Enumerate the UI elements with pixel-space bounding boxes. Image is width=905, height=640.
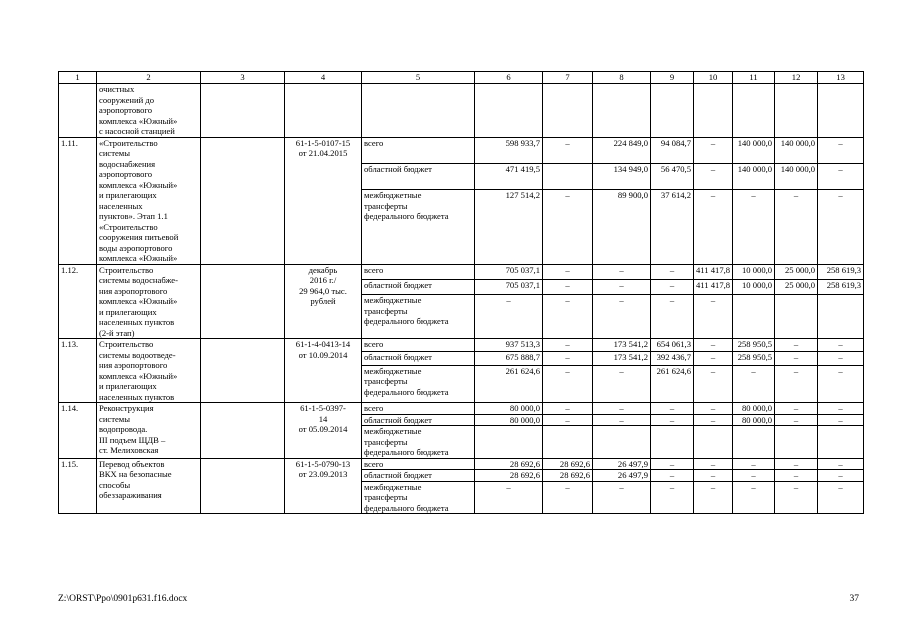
funding-source [362, 295, 475, 339]
document-reference [285, 403, 362, 459]
table-row [59, 458, 864, 470]
amount-cell: 89 900,0 [593, 190, 651, 264]
amount-cell: 258 619,3 [818, 279, 864, 294]
amount-cell: – [593, 365, 651, 403]
amount-cell: 26 497,9 [593, 458, 651, 470]
amount-cell: 28 692,6 [475, 470, 543, 482]
amount-cell: 56 470,5 [651, 163, 694, 189]
cell-line: сооружения питьевой [99, 232, 179, 242]
cell-line: от 05.09.2014 [298, 424, 348, 434]
column-number: 2 [97, 72, 201, 84]
amount-cell: 261 624,6 [475, 365, 543, 403]
cell-line: комплекса «Южный» [99, 179, 178, 190]
amount-cell: – [694, 295, 733, 339]
funding-source [362, 414, 475, 426]
amount-cell [651, 426, 694, 459]
amount-cell: – [475, 295, 543, 339]
amount-cell: – [651, 403, 694, 415]
amount-cell: – [775, 403, 818, 415]
cell-line: федерального бюджета [364, 316, 449, 327]
column-number: 12 [775, 72, 818, 84]
amount-cell: 598 933,7 [475, 137, 543, 163]
cell-line: системы [99, 148, 131, 158]
amount-cell: – [775, 352, 818, 365]
cell-line: «Строительство [99, 221, 158, 232]
cell-line: комплекса «Южный» [99, 370, 178, 381]
cell-line: всего [364, 458, 384, 469]
amount-cell: – [651, 264, 694, 279]
continuation-row [59, 84, 864, 138]
column-number: 10 [694, 72, 733, 84]
table-row [59, 137, 864, 163]
amount-cell: – [694, 403, 733, 415]
amount-cell: 258 950,5 [733, 352, 775, 365]
cell-line: и прилегающих [99, 381, 157, 391]
amount-cell: – [775, 470, 818, 482]
amount-cell: – [543, 403, 593, 415]
table-cell [201, 339, 285, 403]
amount-cell: – [543, 295, 593, 339]
amount-cell: – [775, 458, 818, 470]
amount-cell [818, 295, 864, 339]
amount-cell: 140 000,0 [733, 163, 775, 189]
amount-cell [543, 163, 593, 189]
cell-line: от 10.09.2014 [298, 349, 348, 360]
amount-cell: 80 000,0 [475, 403, 543, 415]
amount-cell: 134 949,0 [593, 163, 651, 189]
cell-line: рублей [310, 296, 336, 306]
amount-cell: 26 497,9 [593, 470, 651, 482]
amount-cell: 224 849,0 [593, 137, 651, 163]
item-number: 1.13. [59, 339, 97, 403]
amount-cell [818, 426, 864, 459]
amount-cell: – [651, 295, 694, 339]
amount-cell: 392 436,7 [651, 352, 694, 365]
funding-source [362, 352, 475, 365]
amount-cell: – [543, 414, 593, 426]
column-number: 13 [818, 72, 864, 84]
amount-cell: 411 417,8 [694, 264, 733, 279]
amount-cell: – [775, 414, 818, 426]
cell-line: всего [364, 264, 384, 275]
amount-cell: 10 000,0 [733, 279, 775, 294]
amount-cell: – [543, 137, 593, 163]
amount-cell: – [694, 365, 733, 403]
column-number: 9 [651, 72, 694, 84]
amount-cell: – [651, 279, 694, 294]
cell-line: федерального бюджета [364, 447, 449, 457]
funding-source [362, 481, 475, 514]
cell-line: Строительство [99, 339, 154, 349]
cell-line: сооружений до [99, 94, 155, 105]
amount-cell: – [733, 481, 775, 514]
amount-cell [543, 426, 593, 459]
amount-cell: 37 614,2 [651, 190, 694, 264]
table-cell [775, 84, 818, 138]
cell-line: трансферты [364, 305, 408, 316]
amount-cell: – [593, 403, 651, 415]
amount-cell: 80 000,0 [733, 403, 775, 415]
amount-cell: – [775, 365, 818, 403]
amount-cell: – [694, 352, 733, 365]
document-reference [285, 458, 362, 514]
amount-cell: 80 000,0 [733, 414, 775, 426]
table-cell [818, 84, 864, 138]
table-cell [201, 403, 285, 459]
cell-line: трансферты [364, 492, 408, 502]
table-cell [201, 264, 285, 339]
amount-cell: 654 061,3 [651, 339, 694, 352]
funding-source [362, 163, 475, 189]
amount-cell: – [694, 414, 733, 426]
amount-cell: – [543, 352, 593, 365]
item-number: 1.11. [59, 137, 97, 264]
cell-line: ст. Мелиховская [99, 445, 159, 455]
amount-cell: – [818, 137, 864, 163]
cell-line: способы [99, 479, 131, 490]
cell-line: областной бюджет [364, 470, 432, 480]
table-cell [59, 84, 97, 138]
cell-line: Строительство [99, 264, 154, 275]
cell-line: от 23.09.2013 [298, 469, 348, 479]
amount-cell: 80 000,0 [475, 414, 543, 426]
amount-cell: – [733, 470, 775, 482]
cell-line: водоснабжения [99, 158, 156, 169]
amount-cell: – [694, 470, 733, 482]
cell-line: областной бюджет [364, 352, 432, 363]
document-reference [285, 339, 362, 403]
column-number: 5 [362, 72, 475, 84]
program-table [58, 71, 864, 514]
cell-line: с насосной станцией [99, 126, 175, 136]
amount-cell: – [694, 458, 733, 470]
funding-source [362, 279, 475, 294]
amount-cell: – [733, 190, 775, 264]
amount-cell: 28 692,6 [543, 470, 593, 482]
cell-line: всего [364, 137, 384, 148]
amount-cell [593, 426, 651, 459]
cell-line: межбюджетные [364, 481, 422, 492]
funding-source [362, 458, 475, 470]
amount-cell: – [694, 137, 733, 163]
amount-cell: – [543, 365, 593, 403]
amount-cell: – [593, 414, 651, 426]
funding-source [362, 339, 475, 352]
cell-line: межбюджетные [364, 365, 422, 376]
cell-line: межбюджетные [364, 426, 422, 436]
amount-cell: – [818, 403, 864, 415]
table-cell [694, 84, 733, 138]
cell-line: системы [99, 413, 131, 424]
cell-line: федерального бюджета [364, 211, 449, 222]
table-row [59, 264, 864, 279]
cell-line: системы водоснабже- [99, 275, 178, 285]
item-number: 1.14. [59, 403, 97, 459]
amount-cell: 675 888,7 [475, 352, 543, 365]
cell-line: обеззараживания [99, 490, 162, 500]
amount-cell: – [694, 339, 733, 352]
column-number: 3 [201, 72, 285, 84]
footer-page-number: 37 [849, 594, 859, 604]
table-cell [475, 84, 543, 138]
item-name [97, 84, 201, 138]
item-number: 1.15. [59, 458, 97, 514]
funding-source [362, 190, 475, 264]
cell-line: ния аэропортового [99, 360, 168, 370]
table-cell [543, 84, 593, 138]
cell-line: межбюджетные [364, 295, 422, 306]
cell-line: областной бюджет [364, 414, 432, 425]
item-name [97, 137, 201, 264]
amount-cell: 127 514,2 [475, 190, 543, 264]
amount-cell: 28 692,6 [543, 458, 593, 470]
amount-cell: – [818, 352, 864, 365]
table-cell [733, 84, 775, 138]
amount-cell: – [593, 264, 651, 279]
amount-cell: – [733, 365, 775, 403]
amount-cell: – [651, 481, 694, 514]
table-cell [201, 84, 285, 138]
cell-line: 14 [318, 413, 328, 424]
amount-cell: 25 000,0 [775, 279, 818, 294]
amount-cell: – [818, 414, 864, 426]
cell-line: ВКХ на безопасные [99, 469, 172, 479]
cell-line: всего [364, 339, 384, 349]
item-name [97, 339, 201, 403]
funding-source [362, 365, 475, 403]
cell-line: комплекса «Южный» [99, 296, 178, 306]
amount-cell [733, 426, 775, 459]
item-number: 1.12. [59, 264, 97, 339]
cell-line: населенных [99, 200, 143, 211]
cell-line: областной бюджет [364, 163, 432, 174]
amount-cell: 10 000,0 [733, 264, 775, 279]
cell-line: и прилегающих [99, 306, 157, 317]
amount-cell: – [543, 339, 593, 352]
cell-line: федерального бюджета [364, 502, 449, 513]
cell-line: и прилегающих [99, 190, 157, 200]
cell-line: Реконструкция [99, 403, 154, 413]
amount-cell: – [775, 481, 818, 514]
amount-cell: – [651, 414, 694, 426]
cell-line: трансферты [364, 436, 408, 447]
cell-line: Перевод объектов [99, 458, 165, 469]
document-reference [285, 264, 362, 339]
cell-line: системы водоотведе- [99, 349, 176, 360]
amount-cell: – [818, 190, 864, 264]
amount-cell [694, 426, 733, 459]
column-number: 6 [475, 72, 543, 84]
item-name [97, 403, 201, 459]
cell-line: областной бюджет [364, 279, 432, 290]
column-number: 7 [543, 72, 593, 84]
amount-cell: 140 000,0 [775, 163, 818, 189]
amount-cell: – [775, 339, 818, 352]
table-row [59, 339, 864, 352]
amount-cell: 258 619,3 [818, 264, 864, 279]
cell-line: 61-1-5-0107-15 [295, 137, 351, 148]
cell-line: от 21.04.2015 [298, 148, 348, 158]
table-cell [593, 84, 651, 138]
cell-line: населенных пунктов [99, 317, 175, 327]
table-cell [201, 458, 285, 514]
amount-cell: 173 541,2 [593, 352, 651, 365]
cell-line: 61-1-5-0790-13 [295, 458, 351, 469]
amount-cell: – [593, 279, 651, 294]
column-number: 11 [733, 72, 775, 84]
cell-line: ния аэропортового [99, 285, 168, 296]
amount-cell: 28 692,6 [475, 458, 543, 470]
table-row [59, 403, 864, 415]
amount-cell: 411 417,8 [694, 279, 733, 294]
cell-line: аэропортового [99, 169, 153, 179]
amount-cell: – [733, 458, 775, 470]
amount-cell: – [818, 365, 864, 403]
column-number-row [59, 72, 864, 84]
footer-file-path: Z:\ORST\Ppo\0901p631.f16.docx [58, 594, 188, 604]
amount-cell [775, 295, 818, 339]
cell-line: водопровода. [99, 424, 148, 434]
amount-cell: 471 419,5 [475, 163, 543, 189]
amount-cell: – [818, 458, 864, 470]
cell-line: комплекса «Южный» [99, 115, 178, 126]
amount-cell: – [543, 264, 593, 279]
amount-cell: – [651, 470, 694, 482]
cell-line: (2-й этап) [99, 327, 135, 338]
amount-cell: 261 624,6 [651, 365, 694, 403]
amount-cell [733, 295, 775, 339]
amount-cell: – [694, 190, 733, 264]
cell-line: 29 964,0 тыс. [299, 285, 347, 296]
cell-line: аэропортового [99, 105, 153, 115]
amount-cell: – [651, 458, 694, 470]
amount-cell: – [475, 481, 543, 514]
cell-line: пунктов». Этап 1.1 [99, 211, 168, 221]
funding-source [362, 426, 475, 459]
column-number: 8 [593, 72, 651, 84]
table-cell [362, 84, 475, 138]
cell-line: «Строительство [99, 137, 158, 148]
amount-cell: – [543, 279, 593, 294]
cell-line: населенных пунктов [99, 391, 175, 402]
amount-cell: – [694, 481, 733, 514]
cell-line: 2016 г./ [309, 275, 337, 285]
amount-cell: 705 037,1 [475, 279, 543, 294]
table-cell [201, 137, 285, 264]
table-cell [285, 84, 362, 138]
cell-line: воды аэропортового [99, 242, 173, 253]
column-number: 1 [59, 72, 97, 84]
amount-cell [475, 426, 543, 459]
amount-cell: 94 084,7 [651, 137, 694, 163]
item-name [97, 458, 201, 514]
column-number: 4 [285, 72, 362, 84]
amount-cell: 25 000,0 [775, 264, 818, 279]
cell-line: всего [364, 403, 384, 413]
amount-cell [775, 426, 818, 459]
funding-source [362, 470, 475, 482]
cell-line: 61-1-5-0397- [300, 403, 346, 413]
amount-cell: 705 037,1 [475, 264, 543, 279]
amount-cell: – [818, 339, 864, 352]
cell-line: III подъем ЩДВ – [99, 434, 166, 445]
funding-source [362, 137, 475, 163]
cell-line: комплекса «Южный» [99, 253, 178, 263]
item-name [97, 264, 201, 339]
amount-cell: – [818, 163, 864, 189]
amount-cell: – [543, 190, 593, 264]
amount-cell: 140 000,0 [733, 137, 775, 163]
cell-line: трансферты [364, 200, 408, 211]
amount-cell: 140 000,0 [775, 137, 818, 163]
amount-cell: – [543, 481, 593, 514]
amount-cell: – [593, 481, 651, 514]
document-reference [285, 137, 362, 264]
amount-cell: – [818, 470, 864, 482]
amount-cell: 937 513,3 [475, 339, 543, 352]
funding-source [362, 403, 475, 415]
amount-cell: – [818, 481, 864, 514]
amount-cell: 173 541,2 [593, 339, 651, 352]
funding-source [362, 264, 475, 279]
amount-cell: – [694, 163, 733, 189]
table-cell [651, 84, 694, 138]
amount-cell: 258 950,5 [733, 339, 775, 352]
amount-cell: – [593, 295, 651, 339]
cell-line: декабрь [308, 264, 338, 275]
cell-line: 61-1-4-0413-14 [295, 339, 351, 349]
cell-line: трансферты [364, 376, 408, 386]
cell-line: очистных [99, 84, 135, 94]
cell-line: федерального бюджета [364, 386, 449, 397]
cell-line: межбюджетные [364, 190, 422, 201]
amount-cell: – [775, 190, 818, 264]
